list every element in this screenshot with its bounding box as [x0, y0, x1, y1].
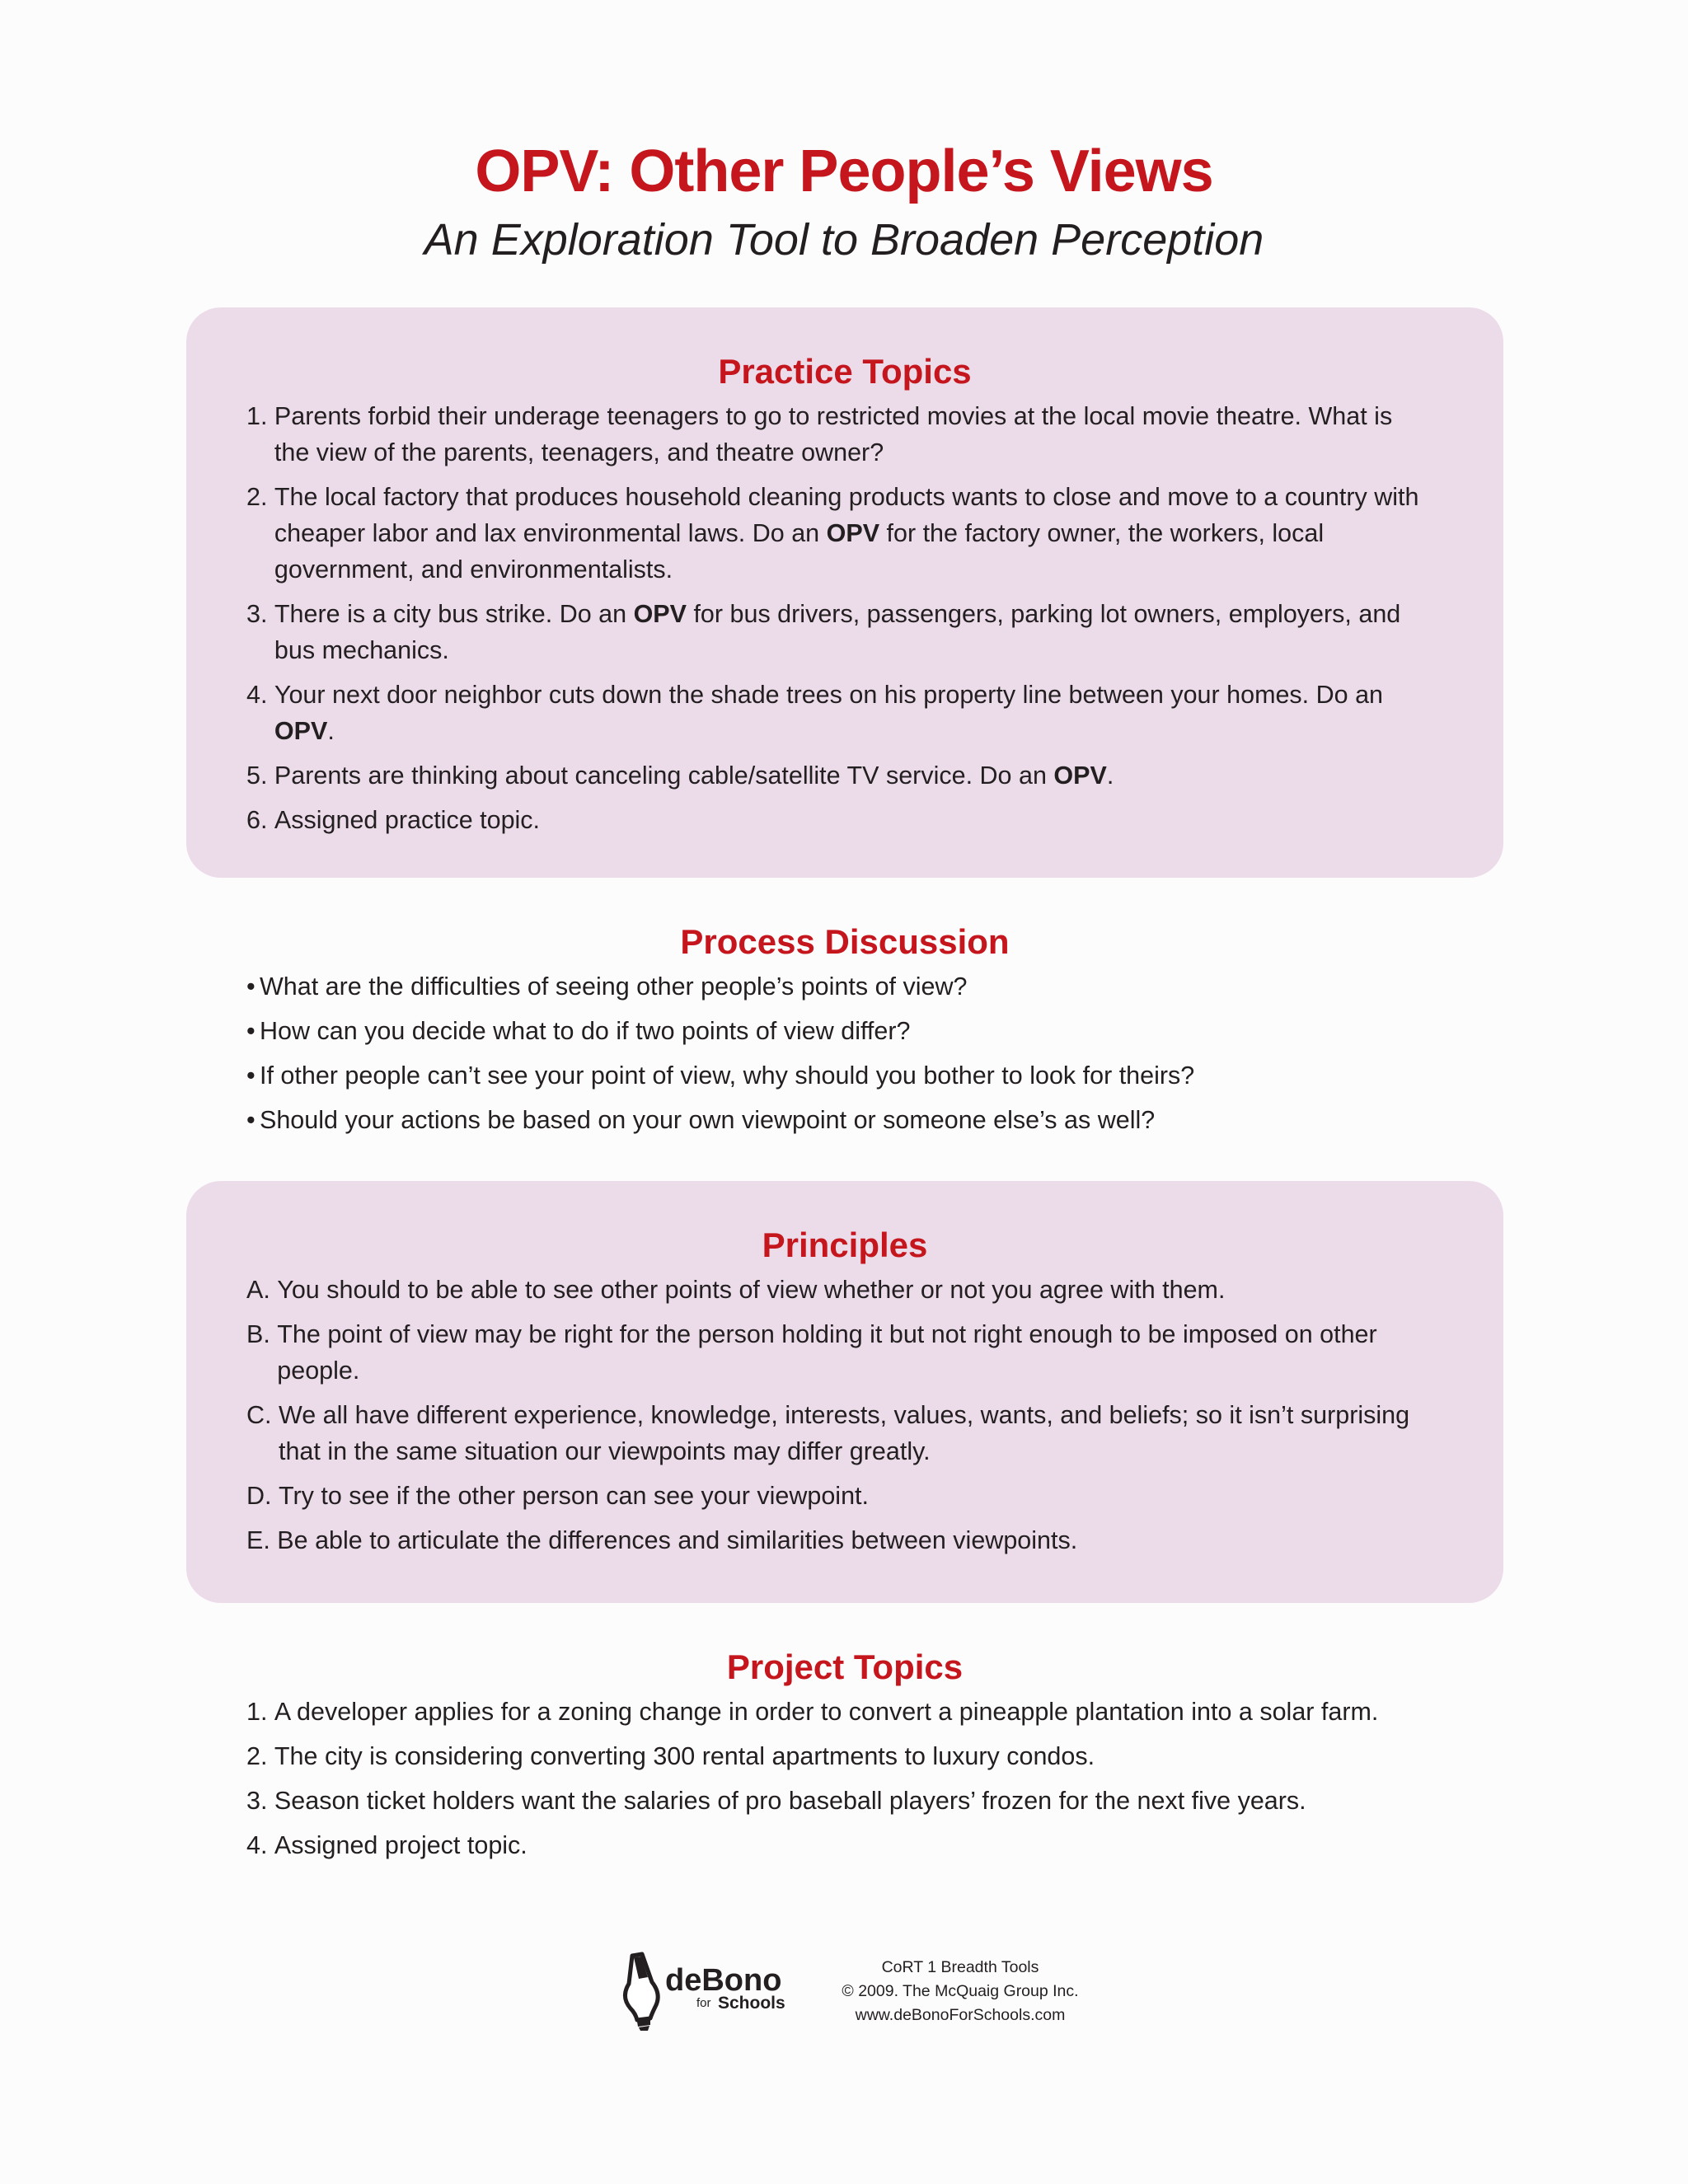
emphasis-term: OPV	[633, 600, 687, 628]
list-item	[246, 1783, 1429, 1819]
list-item	[246, 1738, 1429, 1774]
list-item-text	[260, 1102, 1429, 1138]
list-item-text	[279, 1478, 1429, 1514]
list-item	[246, 757, 1429, 794]
text-run: Try to see if the other person can see your viewpoint.	[278, 1482, 869, 1510]
text-run: How can you decide what to do if two points of view differ?	[260, 1017, 911, 1045]
list-item	[246, 398, 1429, 471]
practice-topics-panel	[186, 307, 1503, 878]
list-item	[246, 802, 1429, 838]
list-item-text	[274, 398, 1429, 471]
list-item-text	[279, 1397, 1429, 1469]
text-run: The local factory that produces household cleaning products wants to close and move to a country with cheaper labor and lax environmental laws. Do an	[274, 483, 1419, 547]
list-marker: E.	[246, 1526, 278, 1554]
logo-sub-schools: Schools	[718, 1994, 785, 2013]
project-topics-section	[186, 1636, 1503, 1872]
project-topics-list	[186, 1694, 1503, 1863]
list-item-text	[260, 1013, 1429, 1049]
project-topics-heading: Project Topics	[726, 1647, 964, 1686]
list-marker: 4.	[246, 1831, 274, 1859]
process-discussion-list	[186, 968, 1503, 1138]
text-run: Parents forbid their underage teenagers to go to restricted movies at the local movie theatre. What is the view of the parents, teenagers, and theatre owner?	[274, 402, 1393, 466]
footer-line-copyright: © 2009. The McQuaig Group Inc.	[842, 1982, 1079, 2000]
list-item-text	[260, 1057, 1429, 1094]
text-run: If other people can’t see your point of view, why should you bother to look for theirs?	[260, 1062, 1195, 1090]
text-run: Your next door neighbor cuts down the shade trees on his property line between your homes. Do an	[274, 681, 1384, 709]
list-item	[246, 479, 1429, 588]
lightbulb-pencil-icon	[625, 1954, 658, 2031]
principles-heading: Principles	[762, 1226, 928, 1264]
list-marker: B.	[246, 1320, 278, 1348]
list-item	[246, 1013, 1429, 1049]
practice-topics-heading: Practice Topics	[718, 352, 972, 391]
list-item-text	[274, 596, 1429, 668]
text-run: .	[1106, 762, 1114, 790]
list-item-text	[274, 757, 1429, 794]
text-run: Season ticket holders want the salaries of pro baseball players’ frozen for the next five years.	[274, 1787, 1306, 1815]
list-item	[246, 1102, 1429, 1138]
page-subtitle: An Exploration Tool to Broaden Perception	[424, 215, 1264, 265]
list-item-text	[274, 1783, 1429, 1819]
text-run: Assigned project topic.	[274, 1831, 528, 1859]
list-marker: 2.	[246, 483, 274, 511]
process-discussion-heading: Process Discussion	[680, 922, 1010, 961]
list-marker: •	[246, 1062, 263, 1090]
list-marker: A.	[246, 1276, 278, 1304]
list-item-text	[274, 1827, 1429, 1863]
principles-panel	[186, 1181, 1503, 1603]
text-run: Parents are thinking about canceling cable/satellite TV service. Do an	[274, 762, 1054, 790]
list-item	[246, 1272, 1429, 1308]
title-acronym: OPV:	[475, 138, 614, 204]
list-marker: 3.	[246, 600, 274, 628]
list-item	[246, 1316, 1429, 1389]
list-item-text	[277, 1522, 1429, 1558]
list-marker: •	[246, 1106, 263, 1134]
list-item-text	[260, 968, 1429, 1005]
text-run: There is a city bus strike. Do an	[274, 600, 634, 628]
list-item	[246, 1827, 1429, 1863]
list-marker: 1.	[246, 1698, 274, 1726]
list-item	[246, 596, 1429, 668]
list-marker: •	[246, 972, 263, 1001]
title-text: Other People’s Views	[629, 138, 1213, 204]
list-item	[246, 1694, 1429, 1730]
text-run: Be able to articulate the differences and similarities between viewpoints.	[277, 1526, 1078, 1554]
list-item-text	[274, 1694, 1429, 1730]
text-run: Assigned practice topic.	[274, 806, 541, 834]
logo-text: deBono	[665, 1963, 782, 1998]
text-run: A developer applies for a zoning change in order to convert a pineapple plantation into a solar farm.	[274, 1698, 1379, 1726]
list-item	[246, 1522, 1429, 1558]
footer-line-website: www.deBonoForSchools.com	[855, 2006, 1066, 2024]
list-item	[246, 1397, 1429, 1469]
list-item-text	[274, 677, 1429, 749]
text-run: for bus drivers, passengers, parking lot owners, employers, and bus mechanics.	[274, 600, 1401, 664]
list-item-text	[277, 1272, 1429, 1308]
list-marker: 2.	[246, 1742, 274, 1770]
list-item-text	[274, 1738, 1429, 1774]
list-marker: 1.	[246, 402, 274, 430]
text-run: The point of view may be right for the person holding it but not right enough to be imposed on other people.	[277, 1320, 1377, 1385]
emphasis-term: OPV	[1053, 762, 1107, 790]
list-item	[246, 968, 1429, 1005]
list-marker: C.	[246, 1401, 279, 1429]
list-item	[246, 1478, 1429, 1514]
page-footer	[614, 1949, 1109, 2040]
footer-line-series: CoRT 1 Breadth Tools	[881, 1958, 1039, 1976]
list-item-text	[274, 479, 1429, 588]
list-marker: 5.	[246, 762, 274, 790]
list-marker: 3.	[246, 1787, 274, 1815]
text-run: What are the difficulties of seeing other people’s points of view?	[260, 972, 968, 1001]
page-title	[0, 132, 1688, 211]
emphasis-term: OPV	[274, 717, 328, 745]
text-run: .	[327, 717, 335, 745]
footer-credits	[820, 1956, 1100, 2027]
text-run: Should your actions be based on your own viewpoint or someone else’s as well?	[260, 1106, 1156, 1134]
list-marker: D.	[246, 1482, 279, 1510]
list-item-text	[274, 802, 1429, 838]
text-run: We all have different experience, knowledge, interests, values, wants, and beliefs; so it isn’t surprising that in the same situation our viewpoints may differ greatly.	[278, 1401, 1410, 1465]
text-run: for the factory owner, the workers, local government, and environmentalists.	[274, 519, 1325, 583]
text-run: You should to be able to see other points of view whether or not you agree with them.	[277, 1276, 1226, 1304]
list-marker: 4.	[246, 681, 274, 709]
principles-list	[186, 1272, 1503, 1558]
debono-for-schools-logo	[614, 1949, 812, 2032]
practice-topics-list	[186, 398, 1503, 838]
list-item	[246, 677, 1429, 749]
list-item	[246, 1057, 1429, 1094]
text-run: The city is considering converting 300 rental apartments to luxury condos.	[274, 1742, 1095, 1770]
process-discussion-section	[186, 911, 1503, 1146]
page-header	[0, 132, 1688, 269]
emphasis-term: OPV	[826, 519, 880, 547]
list-item-text	[277, 1316, 1429, 1389]
list-marker: 6.	[246, 806, 274, 834]
list-marker: •	[246, 1017, 263, 1045]
logo-sub-for: for	[696, 1996, 711, 2010]
